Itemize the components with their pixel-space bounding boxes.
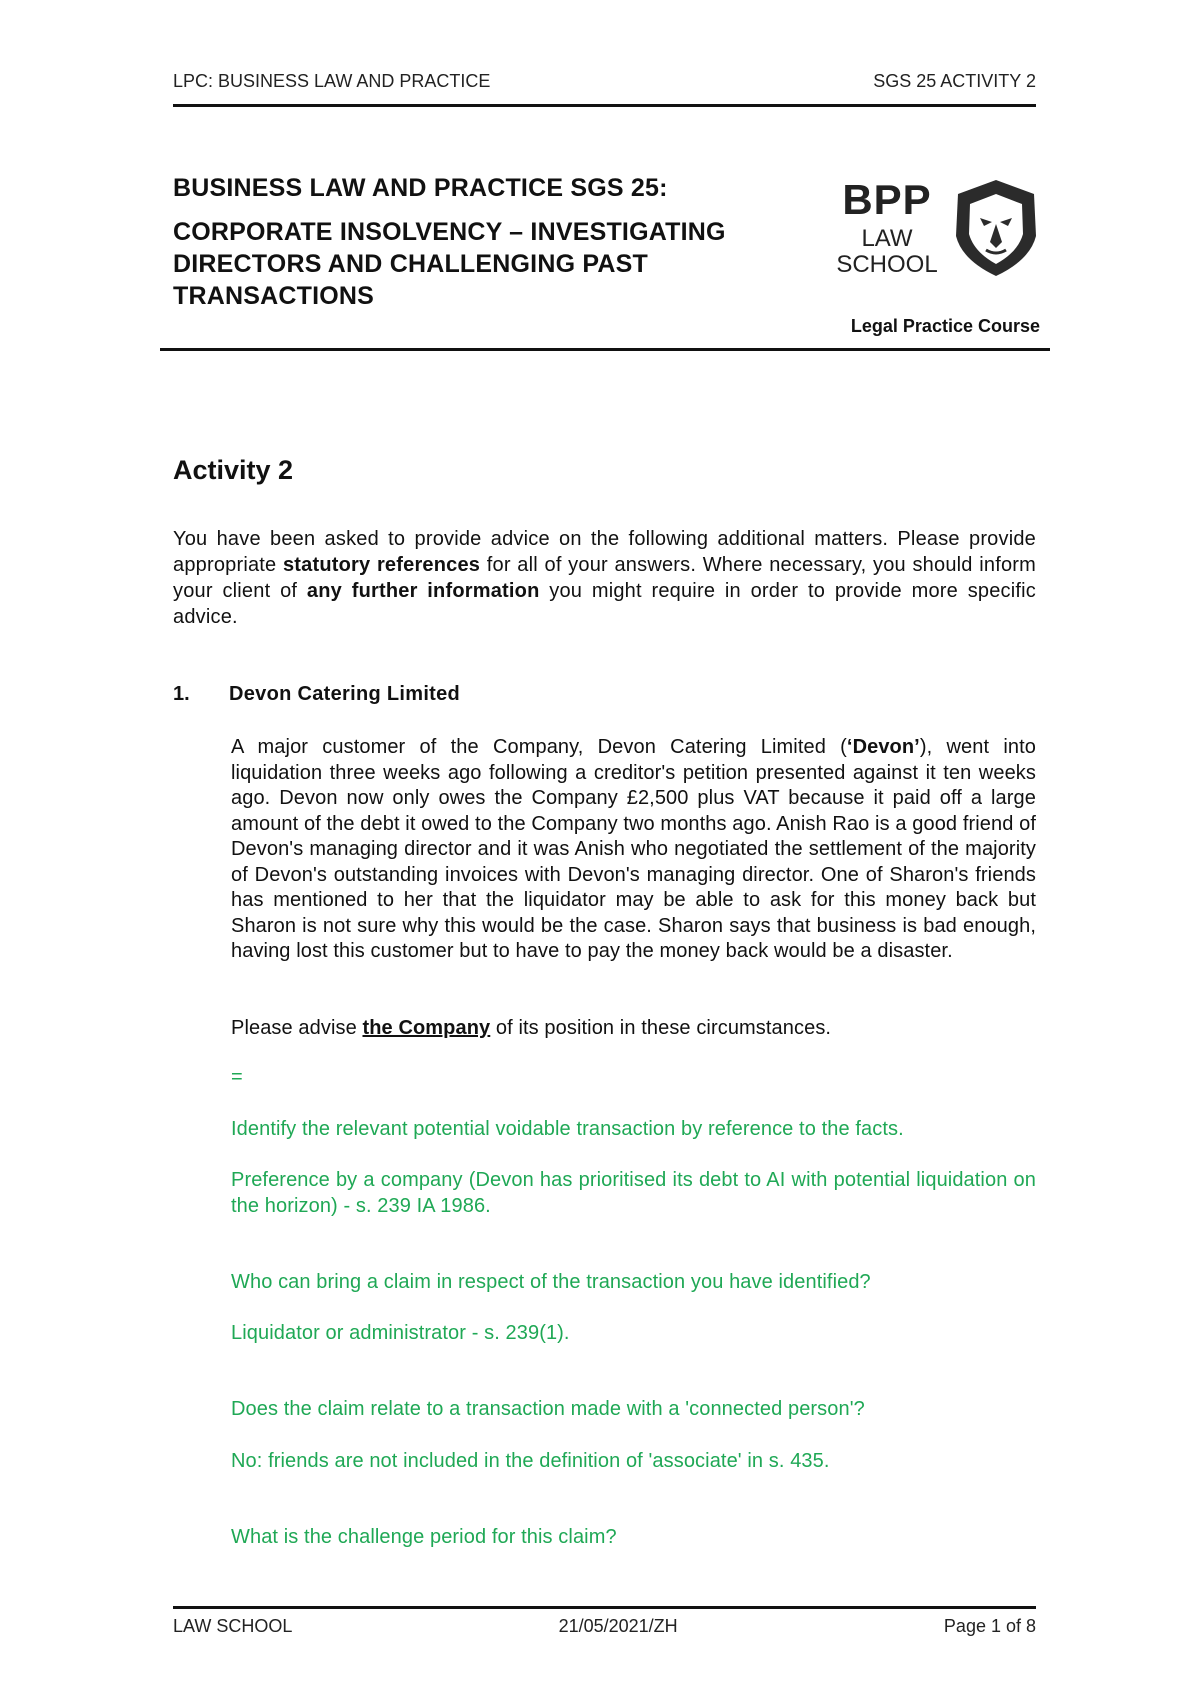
course-name: Legal Practice Course (850, 316, 1040, 336)
facts-text-1: A major customer of the Company, Devon Catering Limited ( (231, 736, 847, 758)
title-block (173, 172, 813, 312)
running-footer (173, 1616, 1036, 1637)
facts-text-2: ), went into liquidation three weeks ago following a creditor's petition presented against it ten weeks ago. Devon now only owes the Company £2,500 plus VAT because it paid off a large amount of the debt it owed to the Company two months ago. Anish Rao is a good friend of Devon's managing director and it was Anish who negotiated the settlement of the majority of Devon's outstanding invoices with Devon's managing director. One of Sharon's friends has mentioned to her that the liquidator may be able to ask for this money back but Sharon is not sure why this would be the case. Sharon says that business is bad enough, having lost this customer but to have to pay the money back would be a disaster. (231, 736, 1036, 962)
intro-text-3: you might require in order to provide more specific advice. (173, 580, 1036, 628)
answer-line: = (231, 1066, 243, 1088)
bpp-law-school-logo (832, 178, 1042, 288)
footer-left: LAW SCHOOL (173, 1616, 293, 1636)
logo-bpp-text: BPP (842, 176, 932, 223)
lion-icon (950, 178, 1042, 278)
answer-question: Who can bring a claim in respect of the transaction you have identified? (231, 1271, 871, 1293)
facts-defined-term: ‘Devon’ (846, 736, 920, 758)
document-subtitle: CORPORATE INSOLVENCY – INVESTIGATING DIRECTORS AND CHALLENGING PAST TRANSACTIONS (173, 218, 726, 310)
header-course-title: LPC: BUSINESS LAW AND PRACTICE (173, 71, 491, 91)
title-rule (160, 348, 1050, 351)
header-activity-ref: SGS 25 ACTIVITY 2 (873, 71, 1036, 91)
intro-paragraph (173, 526, 1036, 630)
activity-heading: Activity 2 (173, 455, 294, 485)
page-number: Page 1 of 8 (943, 1616, 1036, 1636)
footer-date-ref: 21/05/2021/ZH (558, 1616, 678, 1636)
document-title: BUSINESS LAW AND PRACTICE SGS 25: (173, 174, 668, 202)
header-rule (173, 104, 1036, 107)
logo-wordmark (832, 178, 942, 278)
answer-text: Preference by a company (Devon has prioritised its debt to AI with potential liquidation on the horizon) - s. 239 IA 1986. (231, 1169, 1036, 1217)
answer-question: Does the claim relate to a transaction made with a 'connected person'? (231, 1398, 865, 1420)
logo-law-text: LAW (861, 225, 913, 252)
advise-text-1: Please advise (231, 1017, 363, 1039)
intro-bold-statutory: statutory references (282, 554, 481, 576)
answer-text: Liquidator or administrator - s. 239(1). (231, 1322, 570, 1344)
advise-instruction (231, 1016, 1036, 1042)
section-number: 1. (173, 683, 190, 705)
intro-bold-information: any further information (306, 580, 540, 602)
answer-text: No: friends are not included in the definition of 'associate' in s. 435. (231, 1450, 830, 1472)
footer-rule (173, 1606, 1036, 1609)
logo-school-text: SCHOOL (836, 251, 938, 278)
answer-question: Identify the relevant potential voidable transaction by reference to the facts. (231, 1118, 904, 1140)
intro-text-1: You have been asked to provide advice on the following additional matters. Please provide appropriate (173, 528, 1036, 576)
advise-emphasis: the Company (362, 1017, 491, 1039)
intro-text-2: for all of your answers. Where necessary, you should inform your client of (173, 554, 1036, 602)
running-header (173, 71, 1036, 92)
section-heading: Devon Catering Limited (229, 683, 461, 705)
advise-text-2: of its position in these circumstances. (490, 1017, 832, 1039)
answer-question: What is the challenge period for this claim? (231, 1526, 617, 1548)
facts-paragraph (231, 735, 1036, 965)
